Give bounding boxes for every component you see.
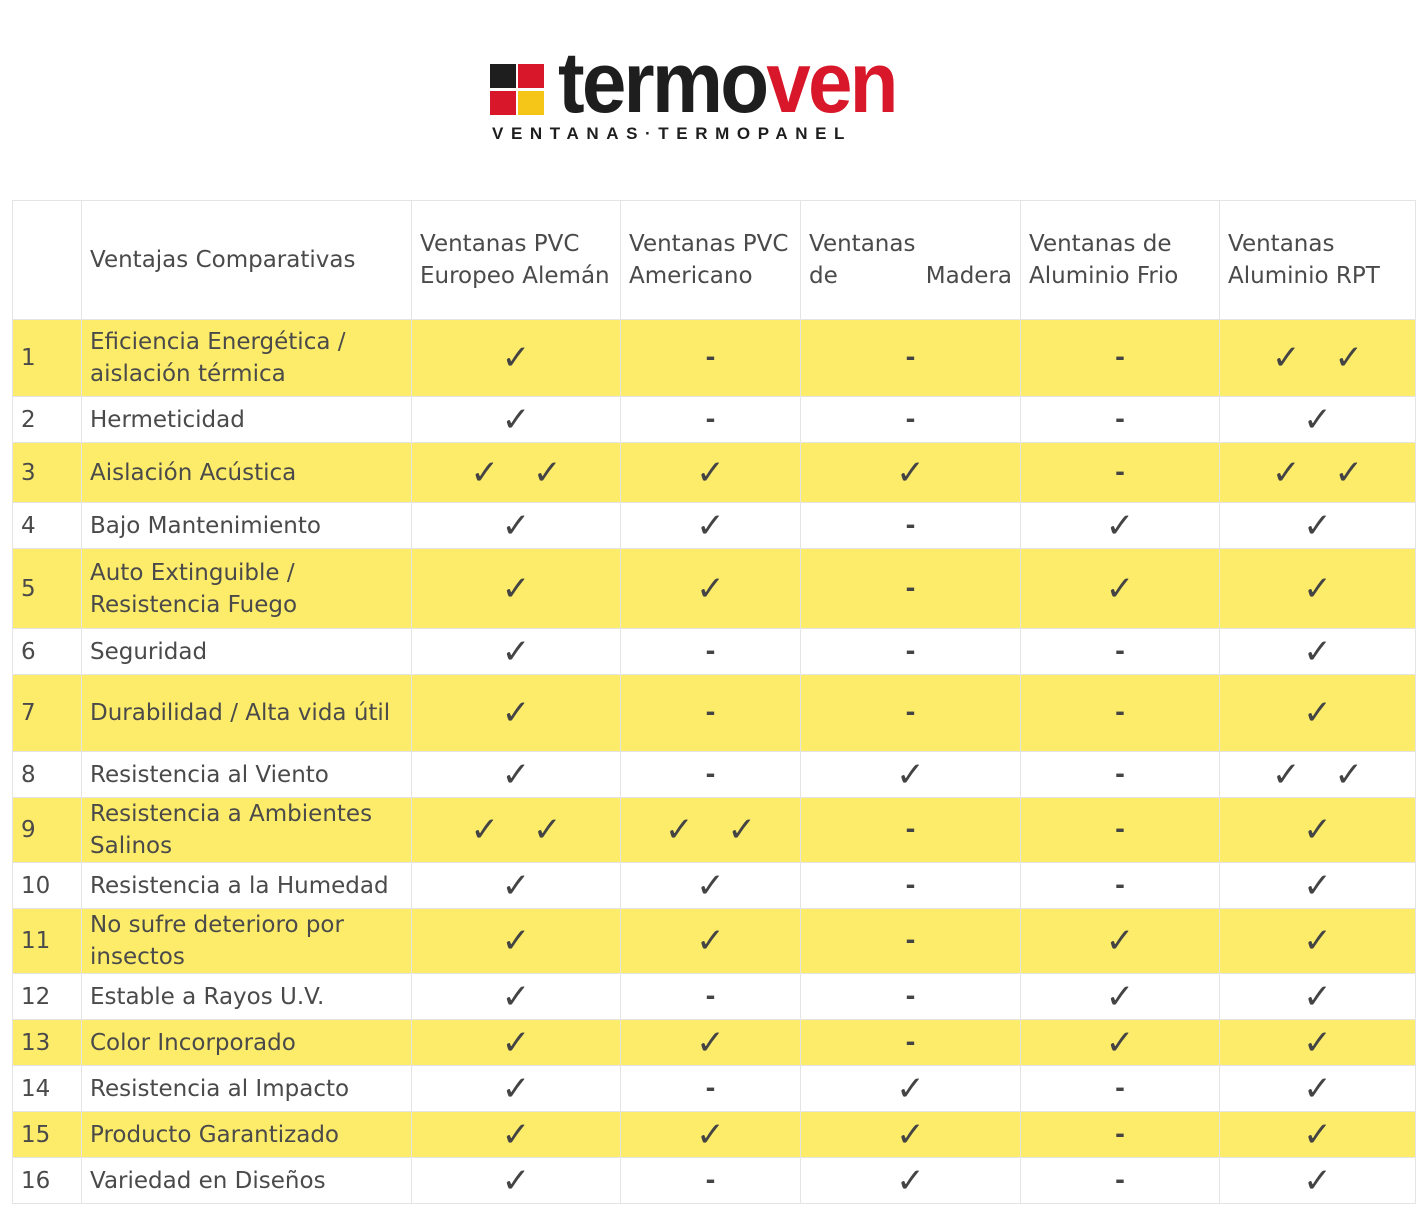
checkmark-icon: ✓ [501,865,531,906]
cell-madera [801,798,1021,863]
cell-pvc-aleman [412,798,621,863]
cell-pvc-americano [621,1112,801,1158]
checkmark-icon: ✓ [1303,505,1332,546]
table-row [13,1066,1416,1112]
brand-logo [490,35,940,153]
cell-aluminio-frio [1021,752,1220,798]
cell-aluminio-frio [1021,974,1220,1020]
row-number: 6 [13,629,82,675]
dash-icon: - [1115,1119,1125,1148]
dash-icon: - [705,1165,716,1194]
table-row [13,549,1416,629]
cell-aluminio-rpt [1220,1020,1416,1066]
dash-icon: - [905,926,916,954]
checkmark-icon: ✓ [696,452,725,493]
checkmark-icon: ✓ [501,693,531,733]
table-row [13,675,1416,752]
cell-aluminio-rpt [1220,675,1416,752]
cell-pvc-aleman [412,675,621,752]
row-number: 3 [13,443,82,503]
checkmark-icon: ✓ [1105,921,1135,961]
table-body [13,320,1416,1204]
table-row [13,629,1416,675]
cell-aluminio-frio [1021,629,1220,675]
cell-aluminio-rpt [1220,1112,1416,1158]
row-number: 14 [13,1066,82,1112]
header-pvc-aleman: Ventanas PVC Europeo Alemán [412,201,621,320]
cell-pvc-aleman [412,320,621,397]
checkmark-icon: ✓ [501,399,531,440]
row-number: 8 [13,752,82,798]
cell-pvc-americano [621,974,801,1020]
checkmark-icon: ✓ [501,568,531,609]
cell-pvc-americano [621,1066,801,1112]
logo-square-yellow [518,91,544,115]
checkmark-icon: ✓ [1303,1160,1332,1201]
row-feature: Seguridad [82,629,412,675]
logo-square-red-bottom [490,91,516,115]
header-madera-de: de [809,263,838,289]
checkmark-icon: ✓ [1105,568,1135,609]
checkmark-icon: ✓ [696,568,725,609]
cell-madera [801,752,1021,798]
row-number: 9 [13,798,82,863]
cell-pvc-americano [621,909,801,974]
checkmark-icon: ✓ [1303,865,1332,906]
checkmark-icon: ✓ [501,1114,531,1155]
table-row [13,397,1416,443]
row-feature: No sufre deterioro por insectos [82,909,412,974]
cell-aluminio-frio [1021,1066,1220,1112]
checkmark-icon: ✓ [696,505,725,546]
cell-pvc-aleman [412,974,621,1020]
row-number: 11 [13,909,82,974]
table-row [13,863,1416,909]
cell-pvc-aleman [412,863,621,909]
checkmark-icon: ✓ [1303,921,1332,961]
cell-pvc-aleman [412,1158,621,1204]
header-madera [801,201,1021,320]
dash-icon: - [705,759,716,788]
cell-pvc-aleman [412,1112,621,1158]
cell-madera [801,1020,1021,1066]
cell-aluminio-frio [1021,503,1220,549]
dash-icon: - [1115,1165,1125,1194]
cell-aluminio-frio [1021,675,1220,752]
cell-pvc-americano [621,752,801,798]
cell-aluminio-frio [1021,1112,1220,1158]
checkmark-icon: ✓ [501,921,531,961]
cell-pvc-americano [621,863,801,909]
dash-icon: - [705,343,716,371]
checkmark-icon: ✓ [501,1068,531,1109]
row-feature: Aislación Acústica [82,443,412,503]
checkmark-icon: ✓ [501,1022,531,1063]
dash-icon: - [905,636,916,665]
cell-pvc-americano [621,798,801,863]
dash-icon: - [905,870,916,899]
checkmark-icon: ✓ [501,505,531,546]
cell-aluminio-frio [1021,863,1220,909]
checkmark-icon: ✓ [696,921,725,961]
logo-word-red: ven [766,35,896,131]
cell-aluminio-frio [1021,397,1220,443]
dash-icon: - [1115,870,1125,899]
dash-icon: - [705,1073,716,1102]
logo-word-dark: termo [558,35,767,131]
row-number: 10 [13,863,82,909]
cell-pvc-aleman [412,549,621,629]
cell-madera [801,909,1021,974]
row-number: 2 [13,397,82,443]
cell-madera [801,397,1021,443]
cell-madera [801,863,1021,909]
cell-aluminio-frio [1021,1158,1220,1204]
checkmark-icon: ✓ [1303,1114,1332,1155]
dash-icon: - [1115,815,1125,843]
cell-aluminio-rpt [1220,629,1416,675]
cell-pvc-americano [621,320,801,397]
row-number: 13 [13,1020,82,1066]
cell-aluminio-rpt [1220,320,1416,397]
dash-icon: - [705,404,716,433]
checkmark-icon: ✓ [1105,976,1135,1017]
table-row [13,320,1416,397]
dash-icon: - [905,573,916,602]
table-row [13,798,1416,863]
row-feature: Variedad en Diseños [82,1158,412,1204]
row-feature: Auto Extinguible / Resistencia Fuego [82,549,412,629]
cell-aluminio-frio [1021,549,1220,629]
cell-pvc-aleman [412,1066,621,1112]
row-feature: Resistencia al Viento [82,752,412,798]
header-aluminio-rpt: Ventanas Aluminio RPT [1220,201,1416,320]
dash-icon: - [1115,343,1125,371]
cell-pvc-americano [621,503,801,549]
cell-pvc-aleman [412,752,621,798]
row-feature: Color Incorporado [82,1020,412,1066]
cell-madera [801,974,1021,1020]
checkmark-icon: ✓ [696,1114,725,1155]
cell-pvc-aleman [412,503,621,549]
cell-aluminio-frio [1021,320,1220,397]
dash-icon: - [1115,636,1125,665]
cell-aluminio-rpt [1220,1158,1416,1204]
cell-pvc-americano [621,549,801,629]
cell-madera [801,503,1021,549]
checkmark-icon: ✓ [1303,568,1332,609]
checkmark-icon: ✓ [896,1068,925,1109]
checkmark-icon: ✓ [1303,693,1332,733]
comparison-table [12,200,1416,1204]
row-feature: Hermeticidad [82,397,412,443]
checkmark-icon: ✓ [501,338,531,378]
checkmark-icon: ✓ [1303,810,1332,850]
cell-madera [801,1066,1021,1112]
header-madera-word: Madera [925,263,1012,289]
dash-icon: - [1115,404,1125,433]
cell-pvc-aleman [412,909,621,974]
double-checkmark-icon: ✓✓ [470,452,596,493]
logo-wordmark [558,35,896,131]
header-pvc-americano: Ventanas PVC Americano [621,201,801,320]
row-number: 4 [13,503,82,549]
row-number: 15 [13,1112,82,1158]
checkmark-icon: ✓ [1303,399,1332,440]
table-row [13,974,1416,1020]
logo-squares-icon [490,64,547,119]
checkmark-icon: ✓ [1105,505,1135,546]
row-feature: Bajo Mantenimiento [82,503,412,549]
cell-aluminio-rpt [1220,1066,1416,1112]
double-checkmark-icon: ✓✓ [470,810,596,850]
table-row [13,1020,1416,1066]
dash-icon: - [905,1027,916,1056]
cell-aluminio-rpt [1220,549,1416,629]
cell-pvc-aleman [412,443,621,503]
row-number: 1 [13,320,82,397]
cell-pvc-aleman [412,397,621,443]
row-feature: Resistencia al Impacto [82,1066,412,1112]
checkmark-icon: ✓ [501,631,531,672]
checkmark-icon: ✓ [896,1160,925,1201]
dash-icon: - [905,404,916,433]
cell-pvc-americano [621,1158,801,1204]
cell-aluminio-rpt [1220,397,1416,443]
row-feature: Estable a Rayos U.V. [82,974,412,1020]
table-row [13,752,1416,798]
table-row [13,1158,1416,1204]
checkmark-icon: ✓ [1303,631,1332,672]
logo-square-dark [490,64,516,88]
checkmark-icon: ✓ [696,865,725,906]
cell-madera [801,1112,1021,1158]
checkmark-icon: ✓ [1105,1022,1135,1063]
dash-icon: - [905,510,916,539]
double-checkmark-icon: ✓✓ [665,810,790,850]
row-feature: Resistencia a Ambientes Salinos [82,798,412,863]
dash-icon: - [1115,759,1125,788]
cell-pvc-americano [621,675,801,752]
cell-madera [801,675,1021,752]
header-feature: Ventajas Comparativas [82,201,412,320]
checkmark-icon: ✓ [501,976,531,1017]
dash-icon: - [1115,1073,1125,1102]
table-row [13,503,1416,549]
cell-pvc-aleman [412,1020,621,1066]
row-feature: Durabilidad / Alta vida útil [82,675,412,752]
dash-icon: - [1115,698,1125,726]
dash-icon: - [905,815,916,843]
header-num [13,201,82,320]
row-number: 16 [13,1158,82,1204]
header-madera-line1: Ventanas [809,231,916,257]
cell-aluminio-rpt [1220,752,1416,798]
cell-aluminio-rpt [1220,909,1416,974]
cell-aluminio-rpt [1220,443,1416,503]
cell-aluminio-rpt [1220,503,1416,549]
row-number: 12 [13,974,82,1020]
cell-pvc-americano [621,1020,801,1066]
row-feature: Resistencia a la Humedad [82,863,412,909]
dash-icon: - [705,636,716,665]
checkmark-icon: ✓ [696,1022,725,1063]
checkmark-icon: ✓ [1303,1022,1332,1063]
cell-madera [801,320,1021,397]
checkmark-icon: ✓ [896,754,925,795]
cell-aluminio-rpt [1220,798,1416,863]
dash-icon: - [705,698,716,726]
cell-aluminio-frio [1021,443,1220,503]
row-feature: Producto Garantizado [82,1112,412,1158]
table-row [13,443,1416,503]
dash-icon: - [705,981,716,1010]
double-checkmark-icon: ✓✓ [1272,452,1397,493]
cell-pvc-americano [621,629,801,675]
row-number: 7 [13,675,82,752]
cell-aluminio-rpt [1220,863,1416,909]
checkmark-icon: ✓ [501,754,531,795]
cell-madera [801,443,1021,503]
dash-icon: - [905,698,916,726]
table-row [13,1112,1416,1158]
checkmark-icon: ✓ [1303,1068,1332,1109]
double-checkmark-icon: ✓✓ [1272,754,1397,795]
row-feature: Eficiencia Energética / aislación térmica [82,320,412,397]
header-aluminio-frio: Ventanas de Aluminio Frio [1021,201,1220,320]
cell-aluminio-rpt [1220,974,1416,1020]
dash-icon: - [905,343,916,371]
cell-pvc-americano [621,443,801,503]
cell-madera [801,549,1021,629]
table-row [13,909,1416,974]
checkmark-icon: ✓ [896,1114,925,1155]
row-number: 5 [13,549,82,629]
cell-madera [801,629,1021,675]
cell-aluminio-frio [1021,798,1220,863]
checkmark-icon: ✓ [1303,976,1332,1017]
dash-icon: - [905,981,916,1010]
logo-square-red-top [518,64,544,88]
cell-madera [801,1158,1021,1204]
double-checkmark-icon: ✓✓ [1272,338,1397,378]
checkmark-icon: ✓ [501,1160,531,1201]
logo-tagline: VENTANAS·TERMOPANEL [492,124,853,143]
cell-pvc-americano [621,397,801,443]
cell-aluminio-frio [1021,909,1220,974]
checkmark-icon: ✓ [896,452,925,493]
cell-pvc-aleman [412,629,621,675]
cell-aluminio-frio [1021,1020,1220,1066]
dash-icon: - [1115,457,1125,486]
table-header-row [13,201,1416,320]
